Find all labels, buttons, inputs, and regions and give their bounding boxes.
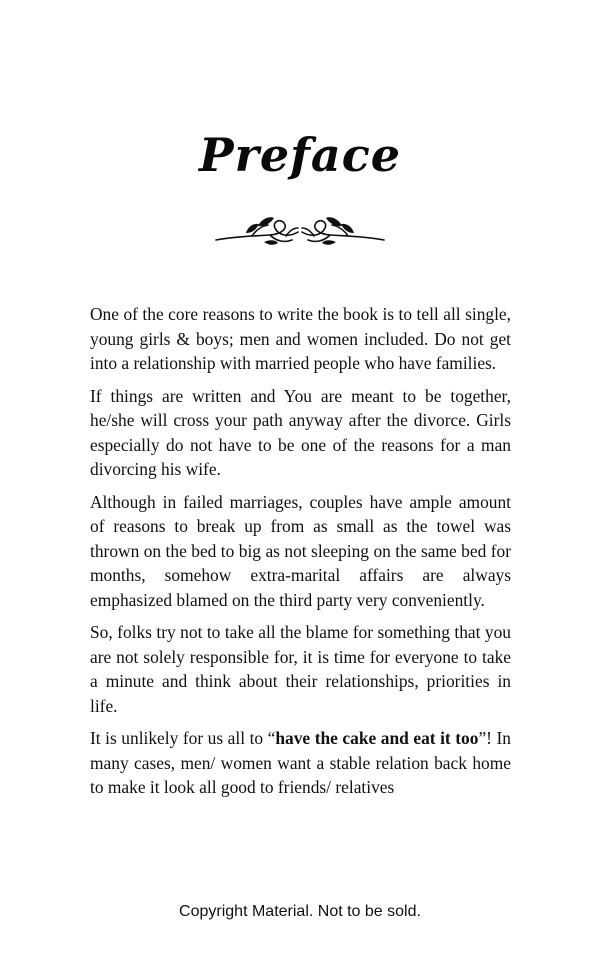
paragraph: Although in failed marriages, couples have ample amount of reasons to break up from as small as the towel was thrown on the bed to big as not sleeping on the same bed for months, somehow extra-marital affairs are always emphasized blamed on the third party very conveniently. bbox=[90, 491, 511, 610]
emphasized-phrase: have the cake and eat it too bbox=[275, 728, 479, 748]
text-run: ”! In many cases, men/ women want a stable relation back home to make it look all good to friends/ relatives bbox=[90, 728, 511, 797]
paragraph: One of the core reasons to write the book is to tell all single, young girls & boys; men and women included. Do not get into a relationship with married people who have families. bbox=[90, 304, 511, 373]
flourish-ornament-icon bbox=[212, 206, 388, 252]
preface-body bbox=[90, 302, 511, 808]
copyright-notice: Copyright Material. Not to be sold. bbox=[179, 903, 421, 920]
page-title: Preface bbox=[199, 128, 401, 182]
text-run: It is unlikely for us all to “ bbox=[90, 728, 276, 748]
paragraph bbox=[90, 726, 511, 800]
paragraph: So, folks try not to take all the blame for something that you are not solely responsible for, it is time for everyone to take a minute and think about their relationships, priorities in life. bbox=[90, 622, 511, 716]
paragraph: If things are written and You are meant to be together, he/she will cross your path anyway after the divorce. Girls especially do not have to be one of the reasons for a man divorcing his wife. bbox=[90, 385, 511, 479]
